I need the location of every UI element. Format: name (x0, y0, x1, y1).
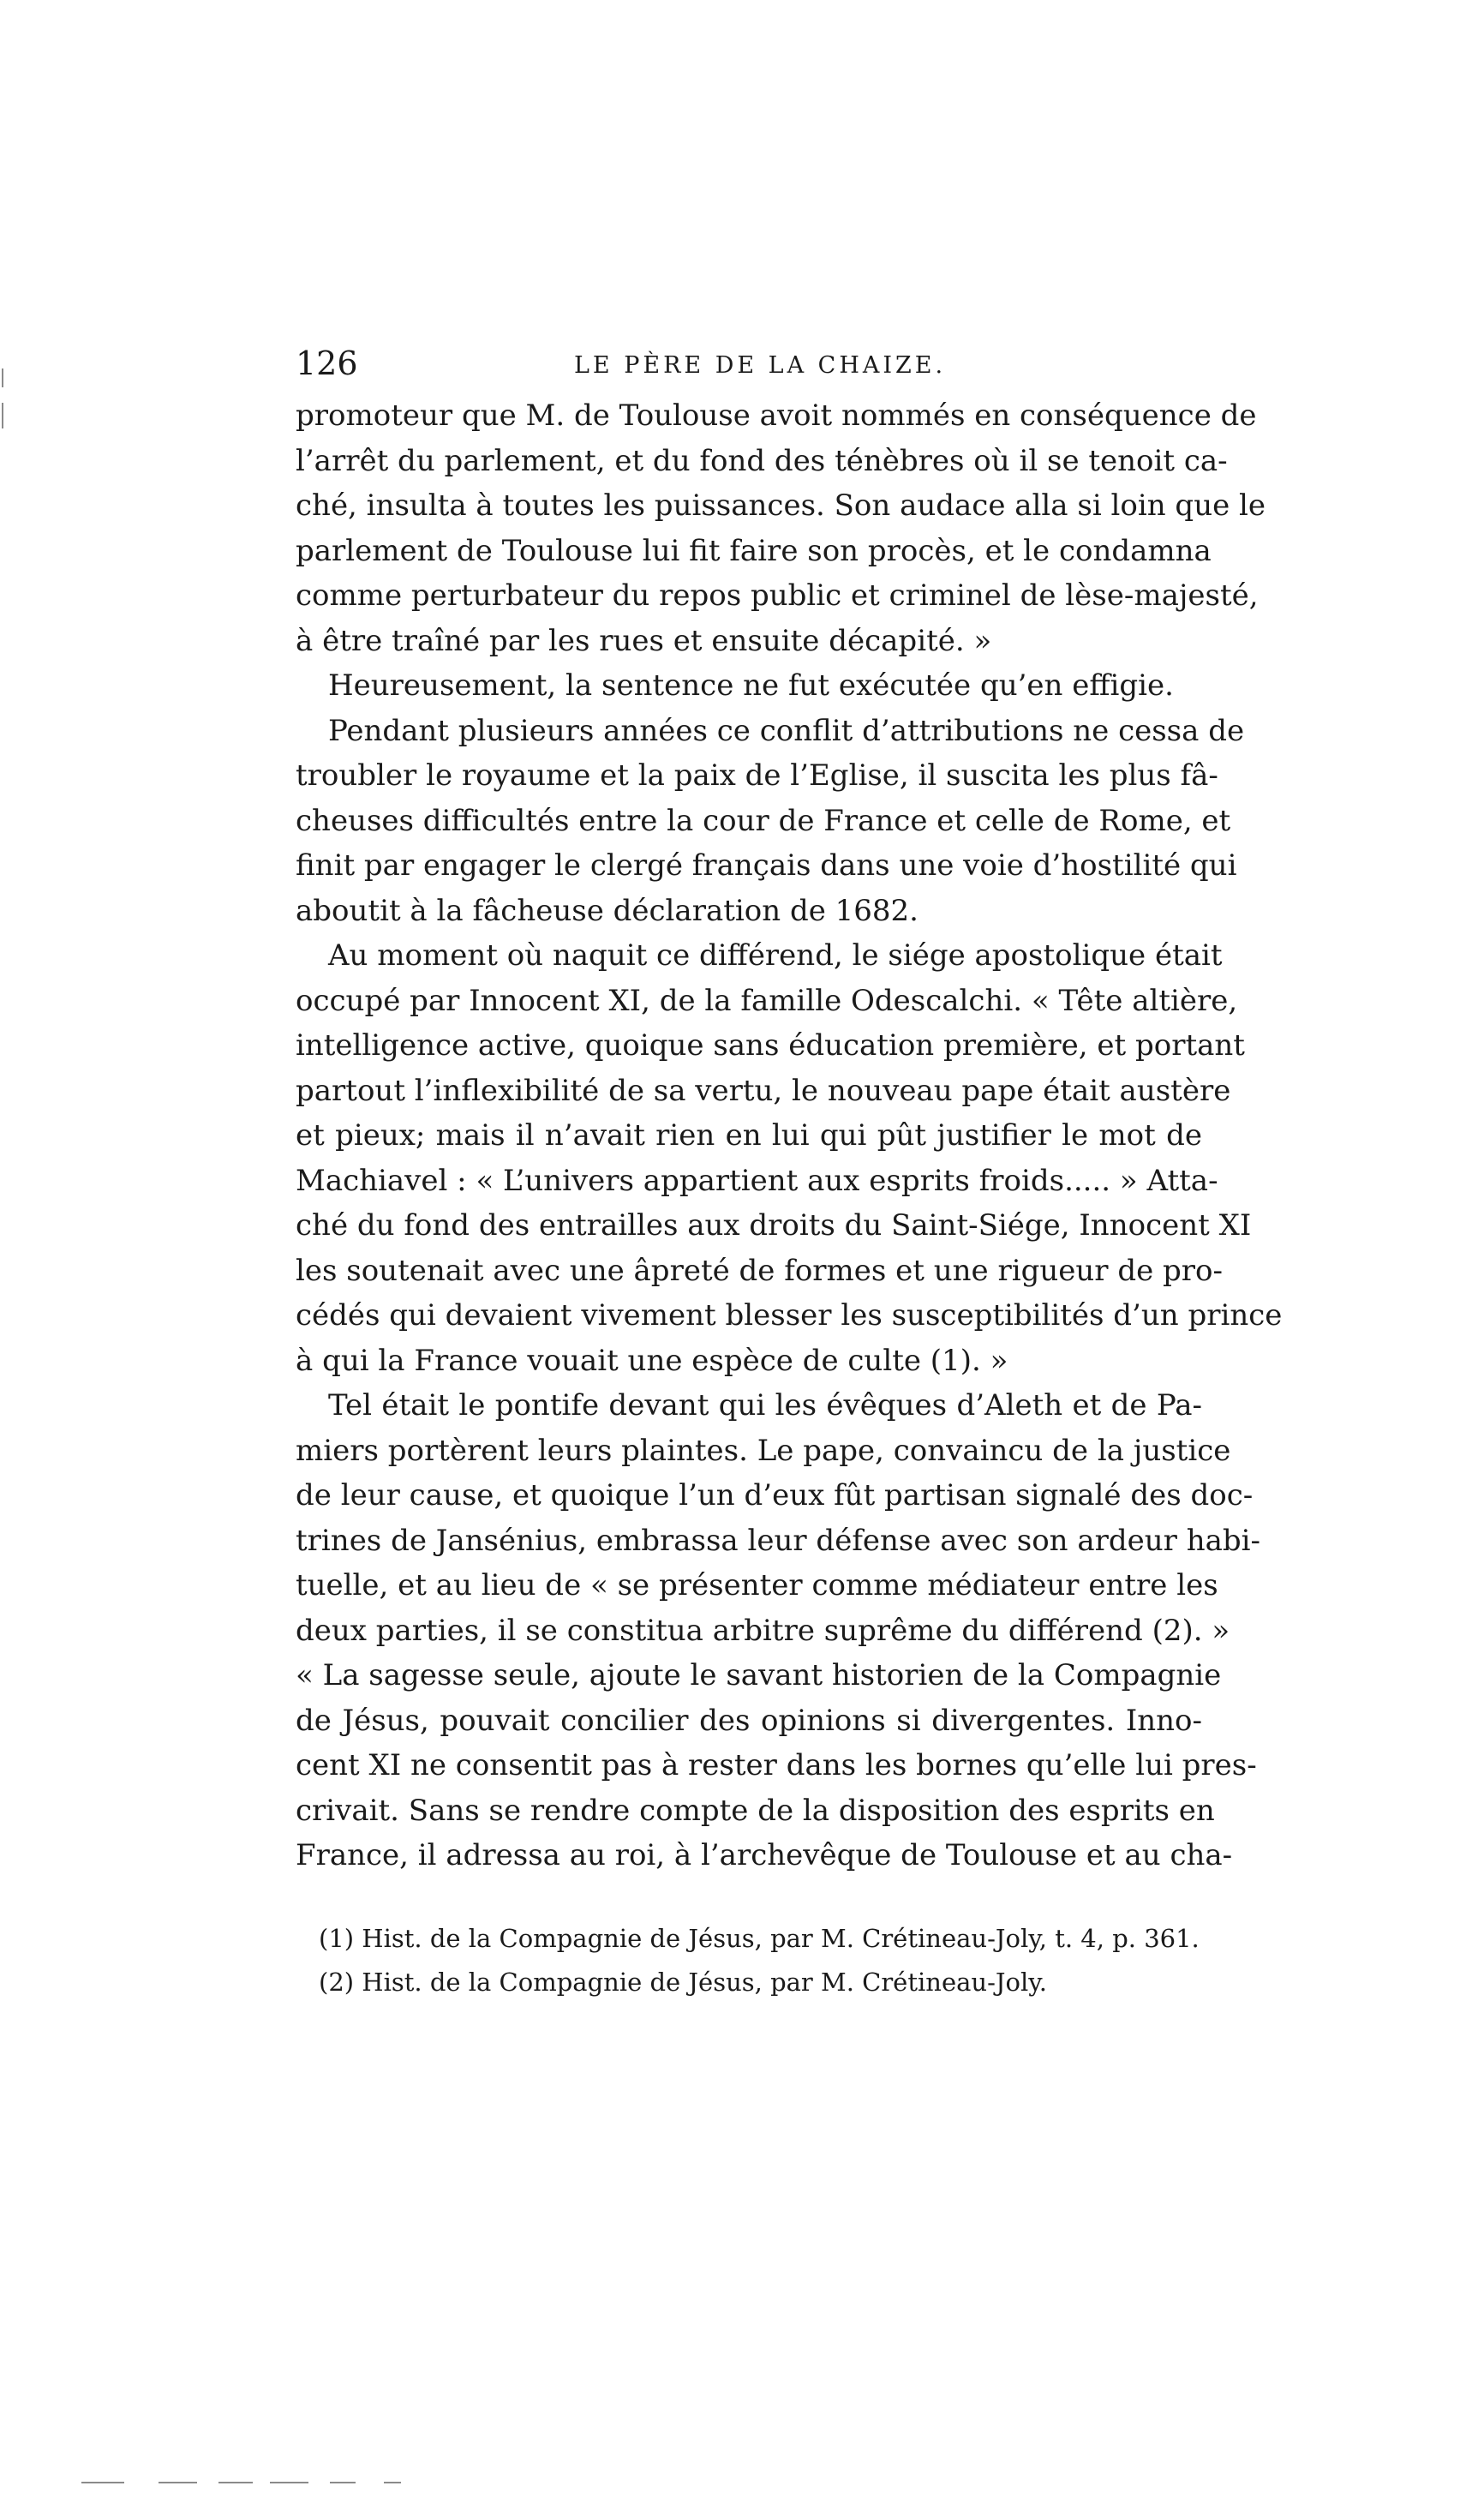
text-line: à qui la France vouait une espèce de culte (1). » (296, 1343, 1008, 1378)
text-line: l’arrêt du parlement, et du fond des ténèbres où il se tenoit ca- (296, 443, 1228, 478)
text-line: cent XI ne consentit pas à rester dans les bornes qu’elle lui pres- (296, 1748, 1257, 1782)
text-line: de Jésus, pouvait concilier des opinions si divergentes. Inno- (296, 1703, 1202, 1738)
scan-mark (159, 2482, 197, 2483)
footnote: (2) Hist. de la Compagnie de Jésus, par M. Crétineau-Joly. (319, 1968, 1047, 1997)
text-line: intelligence active, quoique sans éducation première, et portant (296, 1028, 1245, 1063)
running-head: LE PÈRE DE LA CHAIZE. (574, 352, 947, 379)
scan-mark (2, 403, 3, 428)
text-line: Machiavel : « L’univers appartient aux esprits froids..... » Atta- (296, 1163, 1218, 1198)
text-line: ché, insulta à toutes les puissances. Son audace alla si loin que le (296, 488, 1266, 523)
text-line: promoteur que M. de Toulouse avoit nommés en conséquence de (296, 398, 1257, 433)
text-line: parlement de Toulouse lui fit faire son procès, et le condamna (296, 533, 1212, 568)
text-line: partout l’inflexibilité de sa vertu, le nouveau pape était austère (296, 1073, 1231, 1108)
text-line: Tel était le pontife devant qui les évêques d’Aleth et de Pa- (328, 1388, 1202, 1423)
text-line: « La sagesse seule, ajoute le savant historien de la Compagnie (296, 1658, 1222, 1692)
text-line: à être traîné par les rues et ensuite décapité. » (296, 623, 992, 658)
scan-mark (384, 2482, 401, 2483)
footnotes (319, 1917, 1218, 2004)
text-line: les soutenait avec une âpreté de formes et une rigueur de pro- (296, 1253, 1224, 1288)
text-line: cédés qui devaient vivement blesser les susceptibilités d’un prince (296, 1298, 1283, 1333)
page-number: 126 (296, 344, 358, 382)
text-line: crivait. Sans se rendre compte de la disposition des esprits en (296, 1793, 1215, 1828)
text-line: tuelle, et au lieu de « se présenter comme médiateur entre les (296, 1568, 1218, 1602)
text-line: Pendant plusieurs années ce conflit d’attributions ne cessa de (328, 713, 1245, 748)
text-line: miers portèrent leurs plaintes. Le pape, convaincu de la justice (296, 1433, 1231, 1468)
scan-mark (81, 2482, 124, 2483)
body-text (296, 393, 1283, 1878)
scan-mark (2, 368, 3, 387)
text-line: de leur cause, et quoique l’un d’eux fût partisan signalé des doc- (296, 1478, 1254, 1513)
text-line: cheuses difficultés entre la cour de France et celle de Rome, et (296, 803, 1231, 838)
text-line: Au moment où naquit ce différend, le siége apostolique était (328, 938, 1223, 973)
text-line: trines de Jansénius, embrassa leur défense avec son ardeur habi- (296, 1523, 1261, 1558)
text-line: Heureusement, la sentence ne fut exécutée qu’en effigie. (328, 668, 1174, 703)
scan-mark (330, 2482, 356, 2483)
text-line: France, il adressa au roi, à l’archevêque de Toulouse et au cha- (296, 1838, 1233, 1872)
scan-mark (218, 2482, 253, 2483)
text-line: deux parties, il se constitua arbitre suprême du différend (2). » (296, 1613, 1230, 1648)
scan-mark (270, 2482, 308, 2483)
text-line: comme perturbateur du repos public et criminel de lèse-majesté, (296, 578, 1259, 613)
text-line: occupé par Innocent XI, de la famille Odescalchi. « Tête altière, (296, 983, 1238, 1018)
text-line: finit par engager le clergé français dans une voie d’hostilité qui (296, 848, 1237, 883)
text-line: troubler le royaume et la paix de l’Eglise, il suscita les plus fâ- (296, 758, 1218, 793)
text-line: aboutit à la fâcheuse déclaration de 1682. (296, 893, 919, 928)
footnote: (1) Hist. de la Compagnie de Jésus, par M. Crétineau-Joly, t. 4, p. 361. (319, 1924, 1200, 1953)
text-line: ché du fond des entrailles aux droits du Saint-Siége, Innocent XI (296, 1208, 1252, 1243)
text-line: et pieux; mais il n’avait rien en lui qui pût justifier le mot de (296, 1118, 1202, 1153)
